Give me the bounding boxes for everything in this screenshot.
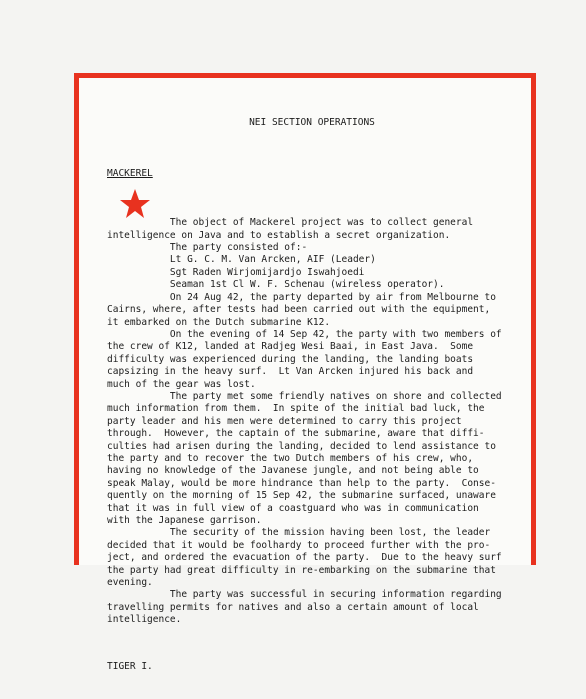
body-line: On 24 Aug 42, the party departed by air from Melbourne to <box>107 291 496 303</box>
body-line: The party consisted of:- <box>107 242 308 254</box>
body-line: the party and to recover the two Dutch members of his crew, who, <box>107 452 474 464</box>
body-line: the crew of K12, landed at Radjeg Wesi Baai, in East Java. Some <box>107 341 474 353</box>
body-line: culties had arisen during the landing, decided to lend assistance to <box>107 440 496 452</box>
body-line: quently on the morning of 15 Sep 42, the submarine surfaced, unaware <box>107 490 496 502</box>
body-line: evening. <box>107 577 153 589</box>
body-line: ject, and ordered the evacuation of the party. Due to the heavy surf <box>107 552 502 564</box>
body-line: the party had great difficulty in re-embarking on the submarine that <box>107 564 496 576</box>
body-line: much information from them. In spite of the initial bad luck, the <box>107 403 485 415</box>
body-line: having no knowledge of the Javanese jungle, and not being able to <box>107 465 479 477</box>
body-line: intelligence. <box>107 614 182 626</box>
body-line: much of the gear was lost. <box>107 378 256 390</box>
body-line: with the Japanese garrison. <box>107 515 262 526</box>
body-line: intelligence on Java and to establish a secret organization. <box>107 229 451 241</box>
body-line: The object of Mackerel project was to collect general <box>107 217 474 229</box>
document-page <box>107 92 517 699</box>
body-line: Sgt Raden Wirjomijardjo Iswahjoedi <box>107 266 365 278</box>
body-line: travelling permits for natives and also a certain amount of local <box>107 601 479 613</box>
body-line: it embarked on the Dutch submarine K12. <box>107 316 331 328</box>
page-heading: NEI SECTION OPERATIONS <box>249 116 375 128</box>
body-line: The party met some friendly natives on shore and collected <box>107 390 502 402</box>
body-line: On the evening of 14 Sep 42, the party with two members of <box>107 328 502 340</box>
body-line: Seaman 1st Cl W. F. Schenau (wireless operator). <box>107 279 445 291</box>
body-line: The party was successful in securing information regarding <box>107 589 502 601</box>
body-line: that it was in full view of a coastguard who was in communication <box>107 502 479 514</box>
body-line: speak Malay, would be more hindrance than help to the party. Conse- <box>107 477 496 489</box>
body-line: party leader and his men were determined to carry this project <box>107 415 462 427</box>
document-body <box>107 217 517 626</box>
body-line: through. However, the captain of the submarine, aware that diffi- <box>107 428 485 440</box>
body-line: Lt G. C. M. Van Arcken, AIF (Leader) <box>107 254 376 266</box>
highlight-frame <box>74 73 536 673</box>
section-title: MACKEREL <box>107 168 153 180</box>
body-line: decided that it would be foolhardy to proceed further with the pro- <box>107 539 491 551</box>
body-line: Cairns, where, after tests had been carried out with the equipment, <box>107 304 491 316</box>
body-line: capsizing in the heavy surf. Lt Van Arcken injured his back and <box>107 366 474 378</box>
next-section-title: TIGER I. <box>107 661 153 673</box>
body-line: The security of the mission having been lost, the leader <box>107 527 491 539</box>
body-line: difficulty was experienced during the landing, the landing boats <box>107 353 474 365</box>
